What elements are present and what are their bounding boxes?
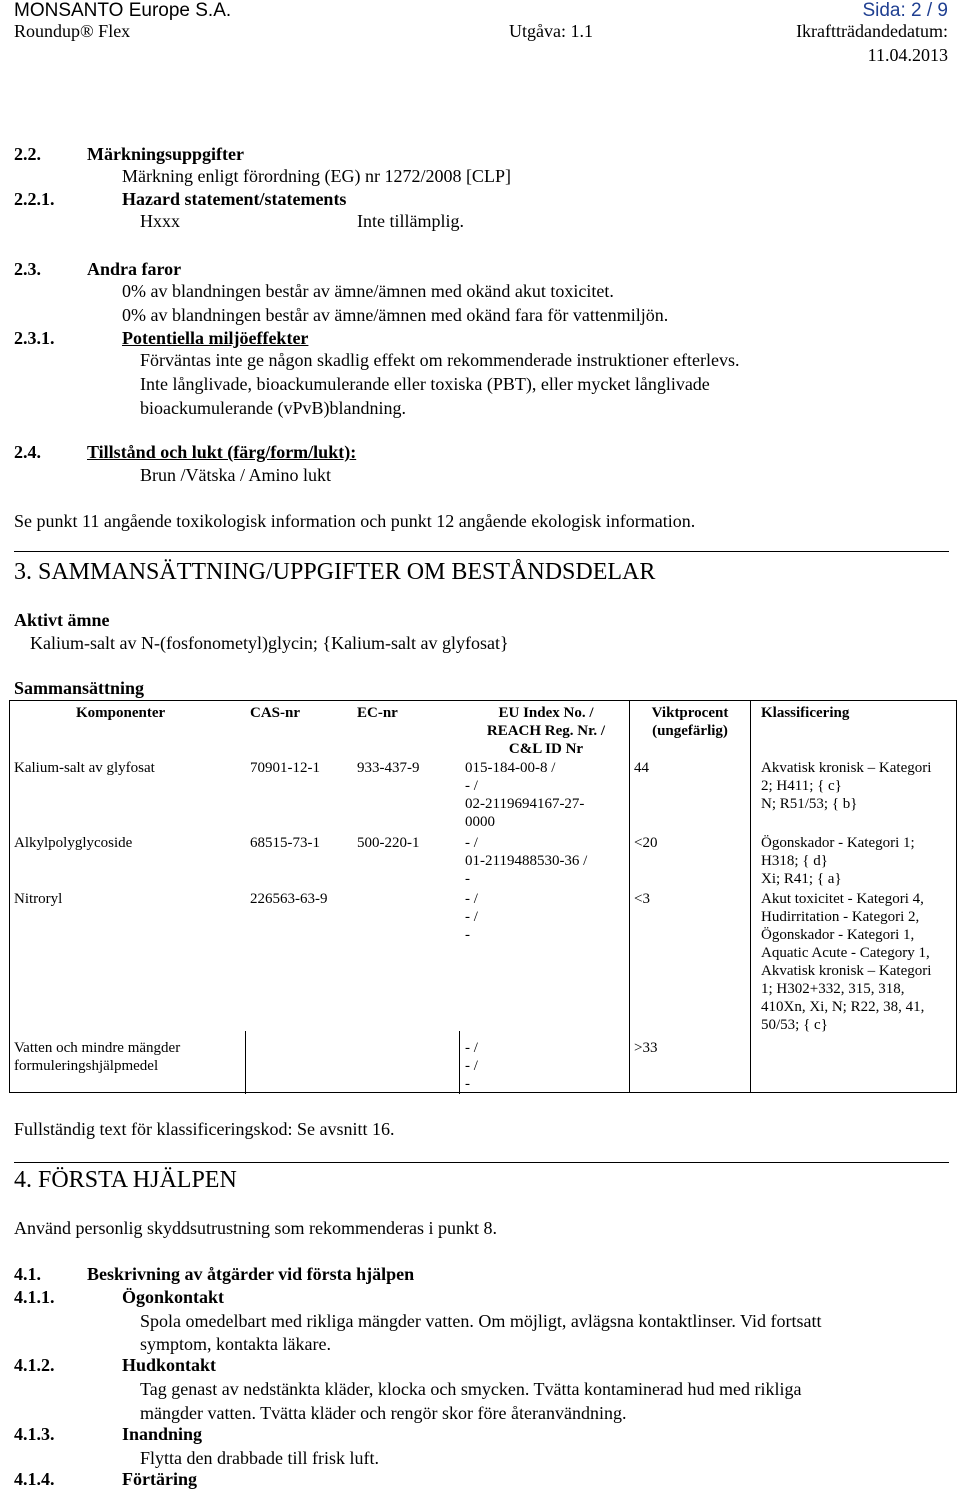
- cell-vikt: <3: [634, 891, 650, 907]
- cell-line: 50/53; { c}: [761, 1017, 828, 1033]
- section-number: 4.1.: [14, 1264, 41, 1284]
- page-number: Sida: 2 / 9: [862, 0, 948, 21]
- hazard-value: Inte tillämplig.: [357, 211, 464, 231]
- section-number: 4.1.4.: [14, 1469, 55, 1489]
- cell-klass: [761, 834, 951, 888]
- header-line: (ungefärlig): [652, 723, 728, 739]
- body-text: Flytta den drabbade till frisk luft.: [140, 1448, 379, 1468]
- cell-komponent: Kalium-salt av glyfosat: [14, 760, 155, 776]
- body-text: bioackumulerande (vPvB)blandning.: [140, 398, 406, 418]
- cell-vikt: >33: [634, 1040, 658, 1056]
- cell-cas: 226563-63-9: [250, 891, 328, 907]
- header-line: C&L ID Nr: [508, 741, 584, 757]
- section-title: Andra faror: [87, 259, 182, 279]
- cell-line: Xi; R41; { a}: [761, 871, 842, 887]
- cell-line: - /: [465, 1040, 478, 1056]
- composition-table: [9, 700, 957, 1093]
- section-number: 2.3.: [14, 259, 41, 279]
- subheading: Aktivt ämne: [14, 610, 110, 630]
- body-text: symptom, kontakta läkare.: [140, 1334, 331, 1354]
- cell-komponent: Nitroryl: [14, 891, 63, 907]
- header-komponenter: Komponenter: [76, 705, 166, 721]
- column-divider: [750, 701, 751, 1092]
- cell-line: 1; H302+332, 315, 318,: [761, 981, 905, 997]
- cell-line: 410Xn, Xi, N; R22, 38, 41,: [761, 999, 925, 1015]
- version: Utgåva: 1.1: [509, 21, 593, 41]
- cell-ec: 500-220-1: [357, 835, 420, 851]
- body-text: Inte långlivade, bioackumulerande eller toxiska (PBT), eller mycket långlivade: [140, 374, 710, 394]
- section-title: Potentiella miljöeffekter: [122, 328, 309, 348]
- cell-line: - /: [465, 778, 478, 794]
- section-number: 2.2.: [14, 144, 41, 164]
- cell-border: [459, 1031, 460, 1094]
- section-divider: [14, 551, 949, 552]
- cell-eu: [465, 759, 584, 831]
- cell-line: Aquatic Acute - Category 1,: [761, 945, 930, 961]
- effective-date-label: Ikraftträdandedatum:: [796, 21, 948, 41]
- header-line: Viktprocent: [651, 705, 729, 721]
- body-text: Förväntas inte ge någon skadlig effekt om rekommenderade instruktioner efterlevs.: [140, 350, 740, 370]
- subheading: Sammansättning: [14, 678, 145, 698]
- cell-komponent: [14, 1039, 180, 1075]
- cell-eu: [465, 1039, 478, 1093]
- section-title: Hudkontakt: [122, 1355, 217, 1375]
- cell-klass: [761, 759, 951, 813]
- section-heading: 3. SAMMANSÄTTNING/UPPGIFTER OM BESTÅNDSDELAR: [14, 559, 656, 585]
- cell-line: -: [465, 1076, 470, 1092]
- body-text: Brun /Vätska / Amino lukt: [140, 465, 331, 485]
- cell-line: - /: [465, 835, 478, 851]
- section-heading: 4. FÖRSTA HJÄLPEN: [14, 1167, 237, 1193]
- body-text: mängder vatten. Tvätta kläder och rengör skor före återanvändning.: [140, 1403, 627, 1423]
- body-text: 0% av blandningen består av ämne/ämnen med okänd akut toxicitet.: [122, 281, 614, 301]
- section-title: Märkningsuppgifter: [87, 144, 245, 164]
- section-title: Tillstånd och lukt (färg/form/lukt):: [87, 442, 357, 462]
- body-text: 0% av blandningen består av ämne/ämnen med okänd fara för vattenmiljön.: [122, 305, 669, 325]
- section-number: 4.1.2.: [14, 1355, 55, 1375]
- header-eu-index: [463, 704, 629, 758]
- header-viktprocent: [632, 704, 748, 740]
- cell-line: Akvatisk kronisk – Kategori: [761, 963, 932, 979]
- cell-komponent: Alkylpolyglycoside: [14, 835, 133, 851]
- cell-line: 2; H411; { c}: [761, 778, 842, 794]
- cell-line: Akut toxicitet - Kategori 4,: [761, 891, 924, 907]
- column-divider: [629, 701, 630, 1092]
- cell-line: Akvatisk kronisk – Kategori: [761, 760, 932, 776]
- cell-eu: [465, 890, 478, 944]
- cell-ec: 933-437-9: [357, 760, 420, 776]
- cell-line: -: [465, 871, 470, 887]
- cell-line: Hudirritation - Kategori 2,: [761, 909, 920, 925]
- body-text: Tag genast av nedstänkta kläder, klocka och smycken. Tvätta kontaminerad hud med rikliga: [140, 1379, 802, 1399]
- active-substance: Kalium-salt av N-(fosfonometyl)glycin; {Kalium-salt av glyfosat}: [30, 633, 509, 653]
- section-title: Ögonkontakt: [122, 1287, 225, 1307]
- product-name: Roundup® Flex: [14, 21, 131, 41]
- cell-line: 015-184-00-8 /: [465, 760, 556, 776]
- cell-line: 02-2119694167-27-: [465, 796, 585, 812]
- cell-line: - /: [465, 891, 478, 907]
- cell-cas: 68515-73-1: [250, 835, 320, 851]
- cell-line: formuleringshjälpmedel: [14, 1058, 159, 1074]
- cell-line: N; R51/53; { b}: [761, 796, 858, 812]
- section-number: 2.4.: [14, 442, 41, 462]
- hazard-code: Hxxx: [140, 211, 180, 231]
- cell-line: 01-2119488530-36 /: [465, 853, 588, 869]
- cell-line: - /: [465, 909, 478, 925]
- section-number: 2.3.1.: [14, 328, 55, 348]
- header-ec: EC-nr: [357, 705, 398, 721]
- section-number: 4.1.1.: [14, 1287, 55, 1307]
- full-text-note: Fullständig text för klassificeringskod: Se avsnitt 16.: [14, 1119, 395, 1139]
- body-text: Spola omedelbart med rikliga mängder vatten. Om möjligt, avlägsna kontaktlinser. Vid fortsatt: [140, 1311, 822, 1331]
- section-title: Beskrivning av åtgärder vid första hjälpen: [87, 1264, 415, 1284]
- cell-line: Vatten och mindre mängder: [14, 1040, 181, 1056]
- section-title: Förtäring: [122, 1469, 197, 1489]
- section-number: 2.2.1.: [14, 189, 55, 209]
- header-klassificering: Klassificering: [761, 705, 850, 721]
- section-divider: [14, 1162, 949, 1163]
- header-cas: CAS-nr: [250, 705, 301, 721]
- header-line: EU Index No. /: [498, 705, 594, 721]
- body-text: Använd personlig skyddsutrustning som rekommenderas i punkt 8.: [14, 1218, 497, 1238]
- company-name: MONSANTO Europe S.A.: [14, 0, 232, 21]
- body-text: Märkning enligt förordning (EG) nr 1272/2008 [CLP]: [122, 166, 511, 186]
- cell-line: Ögonskador - Kategori 1,: [761, 927, 915, 943]
- cell-klass: [761, 890, 951, 1034]
- cell-border: [245, 1031, 246, 1094]
- see-note: Se punkt 11 angående toxikologisk information och punkt 12 angående ekologisk information.: [14, 511, 696, 531]
- section-title: Hazard statement/statements: [122, 189, 347, 209]
- cell-cas: 70901-12-1: [250, 760, 320, 776]
- section-number: 4.1.3.: [14, 1424, 55, 1444]
- cell-vikt: <20: [634, 835, 658, 851]
- cell-line: - /: [465, 1058, 478, 1074]
- header-line: REACH Reg. Nr. /: [486, 723, 606, 739]
- cell-vikt: 44: [634, 760, 649, 776]
- cell-line: -: [465, 927, 470, 943]
- effective-date: 11.04.2013: [867, 45, 948, 65]
- cell-line: H318; { d}: [761, 853, 828, 869]
- cell-eu: [465, 834, 587, 888]
- section-title: Inandning: [122, 1424, 203, 1444]
- cell-line: Ögonskador - Kategori 1;: [761, 835, 915, 851]
- cell-line: 0000: [465, 814, 495, 830]
